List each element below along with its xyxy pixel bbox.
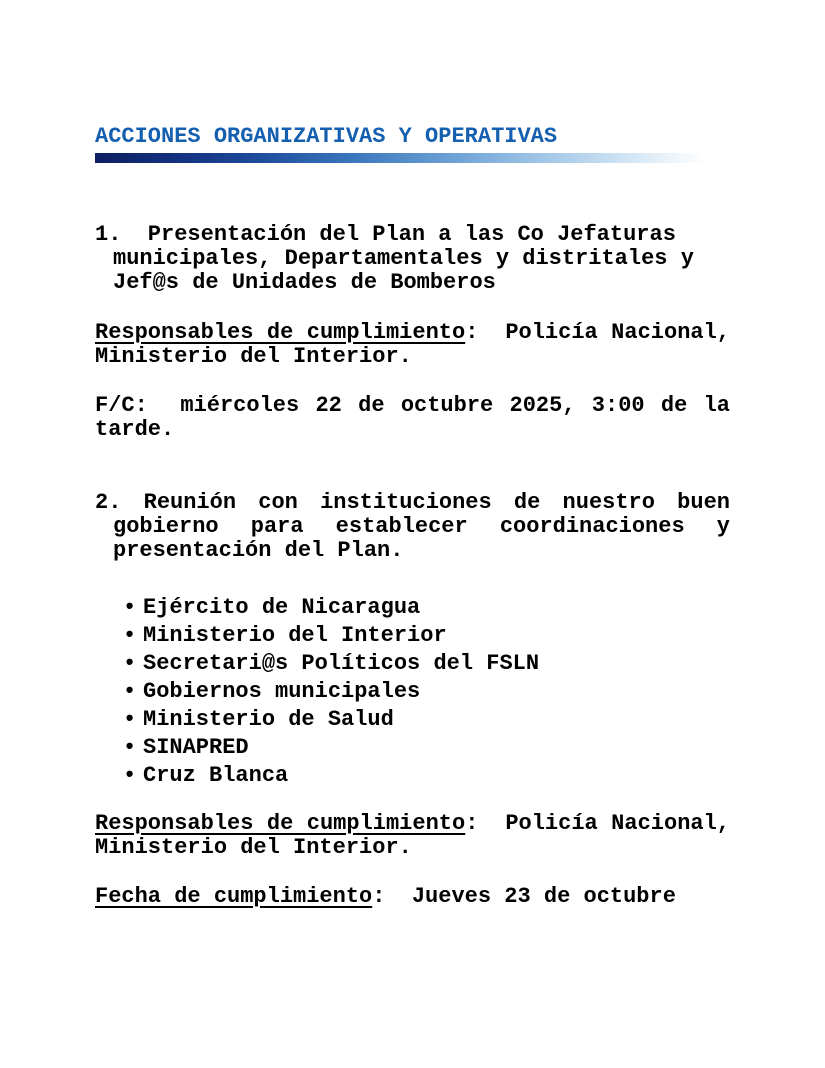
fecha-label: Fecha de cumplimiento: [95, 884, 373, 909]
responsables-1-line-1: [95, 321, 730, 345]
responsables-1-separator: :: [465, 320, 506, 345]
bullet-icon: •: [123, 595, 137, 620]
responsables-2-line-1: [95, 812, 730, 836]
paragraph-fc-date: [95, 394, 730, 442]
paragraph-item-1: [95, 223, 730, 295]
responsables-2-label: Responsables de cumplimiento: [95, 811, 466, 836]
fecha-value: Jueves 23 de octubre: [411, 884, 676, 909]
paragraph-responsables-2: [95, 812, 730, 860]
list-item-label: Ministerio de Salud: [143, 707, 394, 732]
paragraph-item-2: [95, 491, 730, 563]
fecha-separator: :: [372, 884, 412, 909]
item-2-line-3: presentación del Plan.: [113, 538, 404, 563]
fc-line-2: tarde.: [95, 417, 175, 442]
list-item-label: Gobiernos municipales: [143, 679, 421, 704]
list-item-gobiernos-municipales: [95, 678, 730, 706]
list-item-label: SINAPRED: [143, 735, 249, 760]
responsables-1-value: Policía Nacional,: [505, 320, 731, 345]
item-2-line-1: 2. Reunión con instituciones de nuestro buen: [95, 490, 730, 515]
list-item-ministerio-interior: [95, 622, 730, 650]
list-item-sinapred: [95, 734, 730, 762]
item-1-line-1: 1. Presentación del Plan a las Co Jefaturas: [95, 222, 676, 247]
bullet-icon: •: [123, 623, 137, 648]
list-item-ministerio-salud: [95, 706, 730, 734]
bullet-icon: •: [123, 679, 137, 704]
item-2-line-2: gobierno para establecer coordinaciones y: [113, 514, 730, 539]
heading-gradient-rule: [95, 153, 705, 163]
responsables-1-label: Responsables de cumplimiento: [95, 320, 466, 345]
bullet-icon: •: [123, 651, 137, 676]
paragraph-fecha-cumplimiento: [95, 885, 730, 909]
bullet-icon: •: [123, 735, 137, 760]
responsables-1-line-2: Ministerio del Interior.: [95, 344, 412, 369]
list-item-label: Ejército de Nicaragua: [143, 595, 421, 620]
bullet-icon: •: [123, 707, 137, 732]
responsables-2-separator: :: [465, 811, 506, 836]
list-item-label: Ministerio del Interior: [143, 623, 447, 648]
bullet-icon: •: [123, 763, 137, 788]
section-title: ACCIONES ORGANIZATIVAS Y OPERATIVAS: [95, 124, 558, 149]
fc-line-1: F/C: miércoles 22 de octubre 2025, 3:00 de la: [95, 393, 730, 418]
paragraph-responsables-1: [95, 321, 730, 369]
list-item-secretarios-fsln: [95, 650, 730, 678]
responsables-2-line-2: Ministerio del Interior.: [95, 835, 412, 860]
item-1-line-2: municipales, Departamentales y distritales y: [113, 246, 694, 271]
list-item-cruz-blanca: [95, 762, 730, 790]
responsables-2-value: Policía Nacional,: [505, 811, 731, 836]
list-item-ejercito: [95, 594, 730, 622]
list-item-label: Secretari@s Políticos del FSLN: [143, 651, 540, 676]
fecha-line: [95, 885, 730, 909]
item-1-line-3: Jef@s de Unidades de Bomberos: [113, 270, 496, 295]
list-item-label: Cruz Blanca: [143, 763, 289, 788]
institutions-list: [95, 594, 730, 790]
